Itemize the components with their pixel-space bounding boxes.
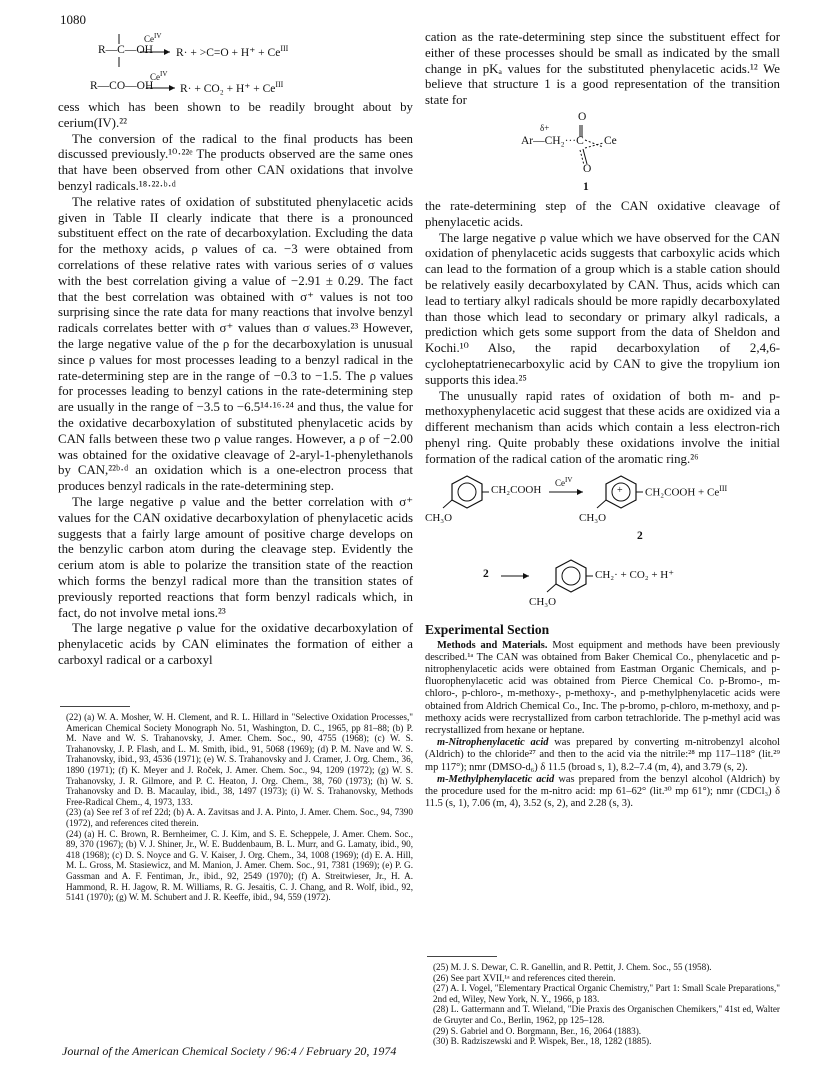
scheme-reagent: $Ce^{IV}$ <box>555 475 573 488</box>
paragraph: The unusually rapid rates of oxidation of both m- and p-methoxyphenylacetic acid suggest that these acids are oxidized via a different mechanism than acids which contain a less electron-rich phenyl ring. Quite probably these oxidations involve the initial formation of the radical cation of the aromatic ring.²⁶ <box>425 388 780 466</box>
equation-1 <box>58 30 413 70</box>
footnote-divider <box>60 706 130 707</box>
footnote: (23) (a) See ref 3 of ref 22d; (b) A. A. Zavitsas and J. A. Pinto, J. Amer. Chem. Soc., 94, 7390 (1972), and references cited therein. <box>66 807 413 828</box>
journal-footer: Journal of the American Chemical Society / 96:4 / February 20, 1974 <box>62 1044 397 1058</box>
paragraph: The conversion of the radical to the final products has been discussed previously.¹⁰·²²ᵉ The products observed are the same ones that have been observed from other CAN oxidations that involve benzyl radicals.¹⁸·²²·ᵇ·ᵈ <box>58 131 413 193</box>
left-footnotes <box>58 712 413 903</box>
paragraph: The large negative ρ value which we have observed for the CAN oxidation of phenylacetic acids suggests that carboxylic acids which can lead to the formation of a group which is a stable cation should be relatively easily decarboxylated by CAN. Thus, acids which can lead to tertiary alkyl radicals should be more rapidly decarboxylated than those which lead to secondary or primary alkyl radicals, a prediction which gets some support from the data of Sheldon and Kochi.¹⁰ Also, the rapid decarboxylation of 2,4,6-cycloheptatrienecarboxylic acid by CAN to give the tropylium ion supports this idea.²⁵ <box>425 230 780 387</box>
footnote-divider <box>427 956 497 957</box>
footnote: (27) A. I. Vogel, "Elementary Practical Organic Chemistry," Part 1: Small Scale Preparations," 2nd ed, Wiley, New York, N. Y., 1966, p 183. <box>433 983 780 1004</box>
page-number: 1080 <box>60 12 86 27</box>
right-footnotes <box>425 962 780 1047</box>
structure-delta: δ+ <box>540 122 550 133</box>
eq1-reactant: R—C—OH <box>98 44 153 56</box>
footnote: (24) (a) H. C. Brown, R. Bernheimer, C. J. Kim, and S. E. Scheppele, J. Amer. Chem. Soc., 89, 370 (1967); (b) V. J. Shiner, Jr., W. E. Buddenbaum, B. L. Murr, and G. Lamaty, ibid., 90, 418 (1968); (c) D. S. Noyce and G. V. Kaiser, J. Org. Chem., 34, 1008 (1969); (d) E. A. Hill, M. L. Gross, M. Stasiewicz, and M. Manion, J. Amer. Chem. Soc., 91, 7381 (1969); (e) P. G. Gassman and A. F. Fentiman, Jr., ibid., 92, 2549 (1970); (f) A. Streitwieser, Jr., H. A. Hammond, R. H. Jagow, R. M. Williams, R. G. Jesaitis, C. J. Chang, and R. Wolf, ibid., 92, 5141 (1970); (g) W. M. Schubert and J. R. Keeffe, ibid., 94, 559 (1972). <box>66 828 413 903</box>
scheme-substrate: CH₂COOH <box>491 483 542 496</box>
footnote: (26) See part XVII,¹ᵃ and references cited therein. <box>433 972 616 983</box>
equation-2 <box>58 70 413 100</box>
paragraph: The relative rates of oxidation of substituted phenylacetic acids given in Table II clearly indicate that there is a pronounced substituent effect on the rate of decarboxylation. Excluding the data for the methoxy acids, ρ values of ca. −3 were obtained from correlations of these relative rates with various series of σ values with the best correlation giving a value of −2.91 ± 0.29. The fact that the best correlation was obtained with σ⁺ values is not too surprising since the rate data for many reactions that involve benzyl radicals correlates better with σ⁺ values than σ values.²³ However, the large negative value of the ρ for the decarboxylation is unusual since ρ values for most processes leading to a benzyl radical in the rate-determining step are in the range of −0.3 to −1.5. The ρ values for processes leading to benzyl cations in the rate-determining step are usually in the range of −3.5 to −6.5¹⁴·¹⁶·²⁴ and thus, the value for the oxidative decarboxylation of substituted phenylacetic acids by CAN falls between these two ρ value ranges. However, a ρ of −2.00 was obtained for the oxidative cleavage of 2-aryl-1-phenylethanols by CAN,²²ᵇ·ᵈ an oxidation which is a one-electron process that produces benzyl radicals in the rate-determining step. <box>58 194 413 494</box>
structure-label: 1 <box>583 180 589 193</box>
footnote: (30) B. Radziszewski and P. Wispek, Ber., 18, 1282 (1885). <box>433 1036 652 1047</box>
scheme-meo-1: CH₃O <box>425 511 453 524</box>
scheme-arrow-source: 2 <box>483 567 489 580</box>
structure-ar-ch2: Ar—CH₂···C <box>521 134 584 147</box>
section-title: Experimental Section <box>425 621 550 637</box>
scheme-intermediate: CH₂COOH + $Ce^{III}$ <box>645 483 728 499</box>
experimental-paragraph: Methods and Materials. Most equipment and methods have been previously described.¹ᵃ The CAN was obtained from Baker Chemical Co., phenylacetic and p-nitrophenylacetic acids were obtained from Eastman Organic Chemicals, and p-fluorophenylacetic acid was obtained from Pierce Chemical Co. p-Bromo-, m-chloro-, p-chloro-, m-methoxy-, p-methoxy-, and p-methylphenylacetic acids were obtained from Aldrich Chemical Co., Inc. The p-bromo, p-chloro, m-methoxy, and p-methoxy acids were recrystallized from carbon tetrachloride. The p-methyl acid was recrystallized from hexane or heptane. <box>425 639 781 736</box>
eq1-reagent: $Ce^{IV}$ <box>144 32 162 44</box>
scheme-products: CH₂· + CO₂ + H⁺ <box>595 568 675 581</box>
radical-cation-plus: + <box>617 484 623 496</box>
paragraph: the rate-determining step of the CAN oxidative cleavage of phenylacetic acids. <box>425 198 780 229</box>
eq2-reagent: $Ce^{IV}$ <box>150 70 168 82</box>
footnote: (28) L. Gattermann and T. Wieland, "Die Praxis des Organischen Chemikers," 41st ed, Walter de Gruyter and Co., Berlin, 1962, pp 125–128. <box>433 1004 780 1025</box>
paragraph: The large negative ρ value for the oxidative decarboxylation of phenylacetic acids by CAN eliminates the formation of either a carboxyl radical or a carboxyl <box>58 621 413 667</box>
structure-ce: Ce <box>604 134 617 147</box>
footnote: (22) (a) W. A. Mosher, W. H. Clement, and R. L. Hillard in "Selective Oxidation Processes," American Chemical Society Monograph No. 51, Washington, D. C., 1965, pp 81–88; (b) P. M. Nave and W. S. Trahanovsky, J. Amer. Chem. Soc., 90, 4755 (1968); (c) W. S. Trahanovsky, J. P. Flash, and L. M. Smith, ibid., 91, 5068 (1969); (d) P. M. Nave and W. S. Trahanovsky, ibid., 93, 4536 (1971); (e) W. S. Trahanovsky and J. Cramer, J. Org. Chem., 36, 1890 (1971); (f) K. Meyer and J. Roček, J. Amer. Chem. Soc., 94, 1209 (1972); (g) W. S. Trahanovsky, J. R. Gilmore, and P. C. Heaton, J. Org. Chem., 38, 760 (1973); (h) W. S. Trahanovsky and D. B. Macaulay, ibid., 38, 1497 (1973); (i) W. S. Trahanovsky, Methods Free-Radical Chem., 4, 1973, 133. <box>66 712 413 807</box>
left-column <box>58 30 413 669</box>
structure-o-bottom: O <box>583 162 592 175</box>
paragraph: The large negative ρ value and the better correlation with σ⁺ values for the CAN oxidative decarboxylation of phenylacetic acids suggests that a fairly large amount of positive charge develops on the benzylic carbon atom during the cleavage step. Evidently the cerium atom is able to polarize the transition state of the reaction which forms the benzyl radical more than the transition states of previously reported reactions that form benzyl radicals which, in fact, do not involve metal ions.²³ <box>58 494 413 620</box>
eq2-reactant: R—CO—OH <box>90 80 154 92</box>
experimental-paragraph: m-Nitrophenylacetic acid was prepared by converting m-nitrobenzyl alcohol (Aldrich) to the chloride²⁷ and then to the acid via the nitrile:²⁸ mp 117–118° (lit.²⁹ mp 117°); nmr (DMSO-d₆) δ 11.5 (broad s, 1), 8.2–7.4 (m, 4), and 3.79 (s, 2). <box>425 737 780 773</box>
footnote: (29) S. Gabriel and O. Borgmann, Ber., 16, 2064 (1883). <box>433 1025 642 1036</box>
paragraph: cation as the rate-determining step since the substituent effect for either of these processes should be small as indicated by the small change in pKₐ values for the substituted phenylacetic acids.¹² We believe that structure 1 is a good representation of the transition state for <box>425 30 780 108</box>
footnote: (25) M. J. S. Dewar, C. R. Ganellin, and R. Pettit, J. Chem. Soc., 55 (1958). <box>433 962 712 972</box>
eq2-products: $R\cdot + CO_2 + H^+ + Ce^{III}$ <box>180 80 284 95</box>
reaction-scheme <box>425 474 780 622</box>
eq1-products: $R\cdot + >C=O + H^+ + Ce^{III}$ <box>176 44 289 59</box>
structure-o-top: O <box>578 110 587 123</box>
paragraph: cess which has been shown to be readily brought about by cerium(IV).²² <box>58 100 413 130</box>
structure-1 <box>425 109 780 199</box>
scheme-label-2: 2 <box>637 529 643 542</box>
scheme-meo-2: CH₃O <box>579 511 607 524</box>
experimental-section <box>425 622 780 811</box>
right-column <box>425 30 780 810</box>
scheme-meo-3: CH₃O <box>529 595 557 608</box>
structure-1-drawing <box>425 109 780 199</box>
experimental-paragraph: m-Methylphenylacetic acid was prepared from the benzyl alcohol (Aldrich) by the procedure used for the m-nitro acid: mp 61–62° (lit.³⁰ mp 61°); nmr (CDCl₃) δ 11.5 (s, 1), 7.06 (m, 4), 3.52 (s, 2), and 2.28 (s, 3). <box>425 773 780 810</box>
